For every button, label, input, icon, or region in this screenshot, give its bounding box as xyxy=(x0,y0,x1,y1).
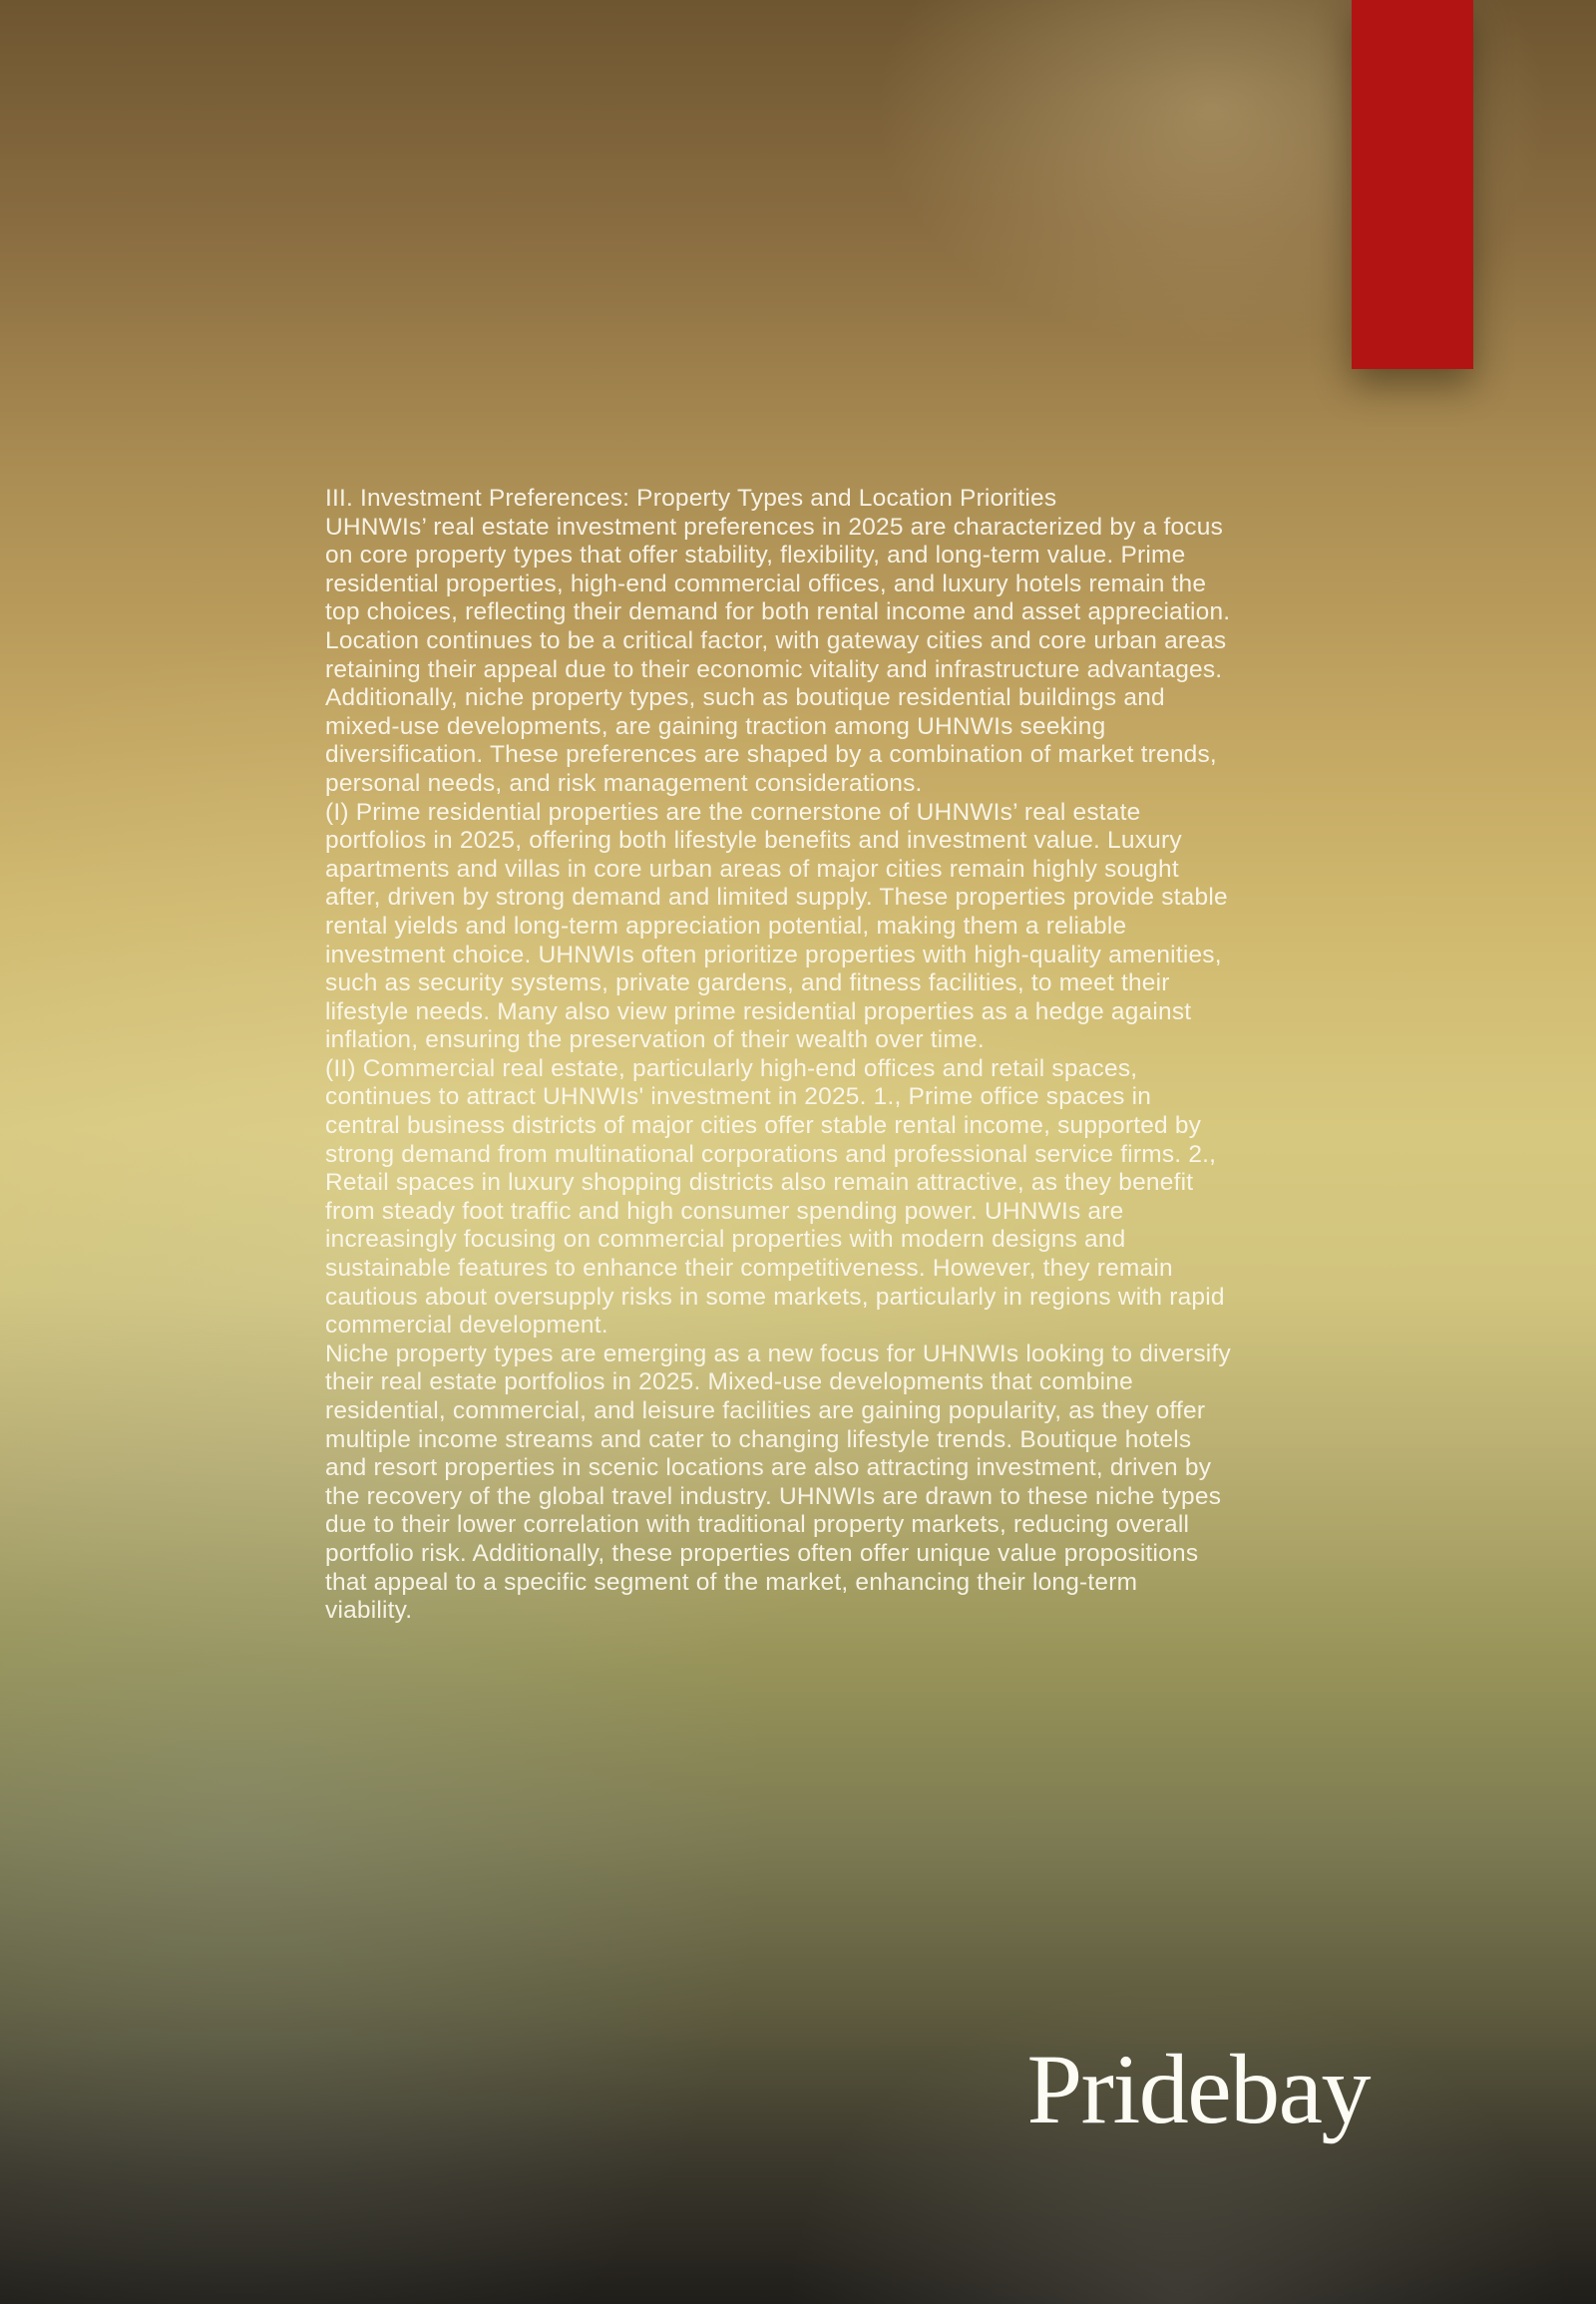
article-paragraph-niche: Niche property types are emerging as a new focus for UHNWIs looking to diversify their real estate portfolios in 2025. Mixed-use developments that combine residential, commercial, and leisure facilities are gaining popularity, as they offer multiple income streams and cater to changing lifestyle trends. Boutique hotels and resort properties in scenic locations are also attracting investment, driven by the recovery of the global travel industry. UHNWIs are drawn to these niche types due to their lower correlation with traditional property markets, reducing overall portfolio risk. Additionally, these properties often offer unique value propositions that appeal to a specific segment of the market, enhancing their long-term viability. xyxy=(325,1340,1231,1625)
article-title: III. Investment Preferences: Property Types and Location Priorities xyxy=(325,485,1057,512)
red-accent-bar xyxy=(1352,0,1473,369)
pridebay-brand-wordmark: Pridebay xyxy=(1026,2034,1370,2144)
article-paragraph-intro: UHNWIs’ real estate investment preferences in 2025 are characterized by a focus on core property types that offer stability, flexibility, and long-term value. Prime residential properties, high-end commercial offices, and luxury hotels remain the top choices, reflecting their demand for both rental income and asset appreciation. Location continues to be a critical factor, with gateway cities and core urban areas retaining their appeal due to their economic vitality and infrastructure advantages. Additionally, niche property types, such as boutique residential buildings and mixed-use developments, are gaining traction among UHNWIs seeking diversification. These preferences are shaped by a combination of market trends, personal needs, and risk management considerations. xyxy=(325,513,1231,797)
article-paragraph-commercial: (II) Commercial real estate, particularly high-end offices and retail spaces, continues to attract UHNWIs' investment in 2025. 1., Prime office spaces in central business districts of major cities offer stable rental income, supported by strong demand from multinational corporations and professional service firms. 2., Retail spaces in luxury shopping districts also remain attractive, as they benefit from steady foot traffic and high consumer spending power. UHNWIs are increasingly focusing on commercial properties with modern designs and sustainable features to enhance their competitiveness. However, they remain cautious about oversupply risks in some markets, particularly in regions with rapid commercial development. xyxy=(325,1054,1225,1340)
article-text-block xyxy=(325,485,1231,1626)
article-paragraph-prime-residential: (I) Prime residential properties are the cornerstone of UHNWIs’ real estate portfolios in 2025, offering both lifestyle benefits and investment value. Luxury apartments and villas in core urban areas of major cities remain highly sought after, driven by strong demand and limited supply. These properties provide stable rental yields and long-term appreciation potential, making them a reliable investment choice. UHNWIs often prioritize properties with high-quality amenities, such as security systems, private gardens, and fitness facilities, to meet their lifestyle needs. Many also view prime residential properties as a hedge against inflation, ensuring the preservation of their wealth over time. xyxy=(325,798,1228,1054)
